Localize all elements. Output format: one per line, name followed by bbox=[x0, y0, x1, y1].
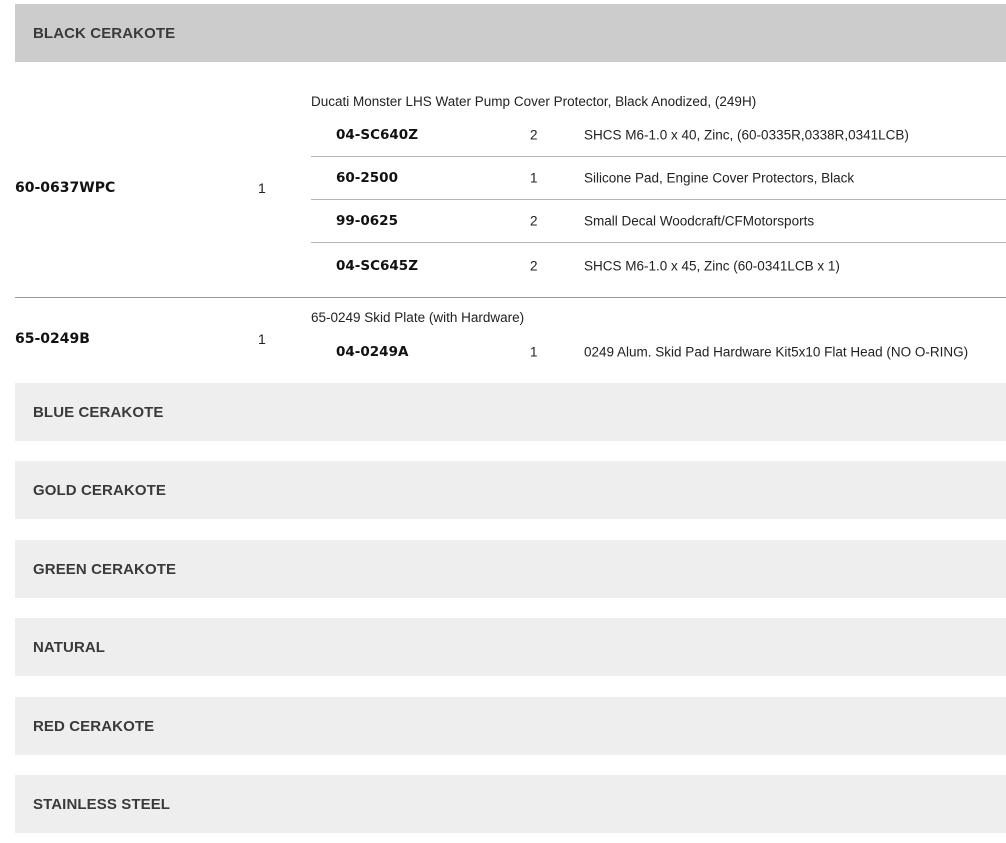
component-description: 0249 Alum. Skid Pad Hardware Kit5x10 Flat Head (NO O-RING) bbox=[584, 344, 969, 359]
section-blue-cerakote-header[interactable]: BLUE CERAKOTE bbox=[15, 383, 1006, 441]
component-description: SHCS M6-1.0 x 45, Zinc (60-0341LCB x 1) bbox=[584, 258, 840, 273]
component-number: 99-0625 bbox=[336, 213, 398, 229]
component-description: Small Decal Woodcraft/CFMotorsports bbox=[584, 213, 815, 229]
section-green-cerakote-header[interactable]: GREEN CERAKOTE bbox=[15, 540, 1006, 598]
part-description: 65-0249 Skid Plate (with Hardware) bbox=[311, 310, 525, 325]
part-number: 65-0249B bbox=[15, 331, 90, 347]
component-number: 04-SC645Z bbox=[336, 257, 418, 274]
component-description: Silicone Pad, Engine Cover Protectors, Black bbox=[584, 170, 855, 186]
component-number: 60-2500 bbox=[336, 170, 398, 186]
component-qty: 1 bbox=[530, 170, 538, 186]
section-red-cerakote-header[interactable]: RED CERAKOTE bbox=[15, 697, 1006, 755]
section-black-cerakote-header[interactable]: BLACK CERAKOTE bbox=[15, 4, 1006, 62]
component-number: 04-SC640Z bbox=[336, 127, 418, 143]
component-row bbox=[311, 330, 1006, 373]
component-row bbox=[311, 114, 1006, 157]
table-row bbox=[0, 298, 1006, 380]
component-description: SHCS M6-1.0 x 40, Zinc, (60-0335R,0338R,0341LCB) bbox=[584, 127, 909, 143]
component-qty: 2 bbox=[530, 127, 538, 143]
part-number: 60-0637WPC bbox=[15, 180, 116, 196]
section-gold-cerakote-header[interactable]: GOLD CERAKOTE bbox=[15, 461, 1006, 519]
component-number: 04-0249A bbox=[336, 343, 409, 360]
component-qty: 2 bbox=[530, 258, 538, 273]
section-stainless-steel-header[interactable]: STAINLESS STEEL bbox=[15, 775, 1006, 833]
component-row bbox=[311, 157, 1006, 200]
part-qty: 1 bbox=[258, 331, 266, 347]
section-natural-header[interactable]: NATURAL bbox=[15, 618, 1006, 676]
component-qty: 2 bbox=[530, 213, 538, 229]
component-row bbox=[311, 244, 1006, 287]
part-description: Ducati Monster LHS Water Pump Cover Protector, Black Anodized, (249H) bbox=[311, 94, 757, 109]
part-qty: 1 bbox=[258, 180, 266, 196]
component-qty: 1 bbox=[530, 344, 538, 359]
table-row bbox=[0, 62, 1006, 297]
component-row bbox=[311, 200, 1006, 243]
